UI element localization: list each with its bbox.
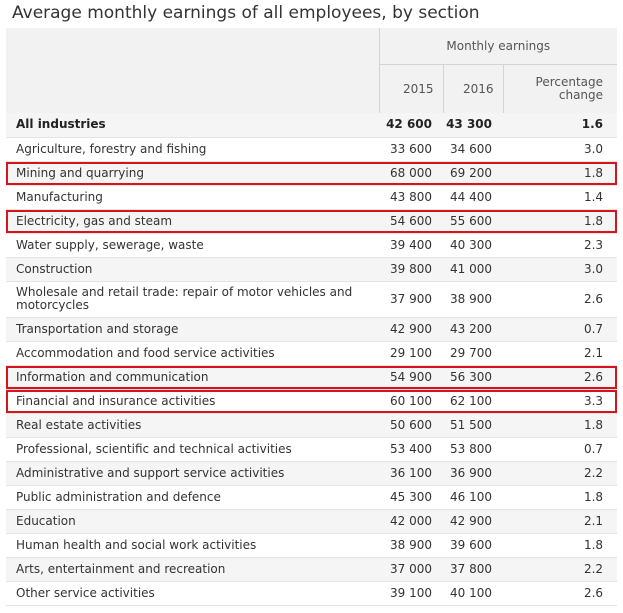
table-row	[6, 533, 617, 557]
earnings-2016-cell: 43 200	[443, 317, 503, 341]
earnings-2015-cell: 38 900	[379, 533, 443, 557]
percentage-change-cell: 0.7	[503, 317, 617, 341]
percentage-change-cell: 3.3	[503, 389, 617, 413]
earnings-2016-cell: 29 700	[443, 341, 503, 365]
earnings-2016-cell: 41 000	[443, 257, 503, 281]
table-row	[6, 113, 617, 137]
earnings-2015-cell: 43 800	[379, 185, 443, 209]
table-row	[6, 281, 617, 317]
earnings-2016-cell: 37 800	[443, 557, 503, 581]
earnings-2016-cell: 42 900	[443, 509, 503, 533]
percentage-change-cell: 1.8	[503, 161, 617, 185]
header-percentage-change: Percentage change	[503, 65, 617, 114]
section-name-cell: Construction	[6, 257, 379, 281]
section-name-cell: Other service activities	[6, 581, 379, 605]
section-name-cell: Mining and quarrying	[6, 161, 379, 185]
table-row	[6, 581, 617, 605]
section-name-cell: Manufacturing	[6, 185, 379, 209]
earnings-2015-cell: 54 900	[379, 365, 443, 389]
earnings-2016-cell: 46 100	[443, 485, 503, 509]
earnings-2016-cell: 55 600	[443, 209, 503, 233]
earnings-2015-cell: 60 100	[379, 389, 443, 413]
table-row	[6, 413, 617, 437]
earnings-2016-cell: 62 100	[443, 389, 503, 413]
earnings-2016-cell: 69 200	[443, 161, 503, 185]
earnings-2015-cell: 42 600	[379, 113, 443, 137]
earnings-2015-cell: 37 000	[379, 557, 443, 581]
earnings-2016-cell: 36 900	[443, 461, 503, 485]
percentage-change-cell: 2.1	[503, 341, 617, 365]
percentage-change-cell: 0.7	[503, 437, 617, 461]
percentage-change-cell: 1.8	[503, 533, 617, 557]
earnings-2015-cell: 54 600	[379, 209, 443, 233]
table-row	[6, 233, 617, 257]
table-row	[6, 161, 617, 185]
earnings-2015-cell: 68 000	[379, 161, 443, 185]
page-title: Average monthly earnings of all employees, by section	[12, 3, 480, 23]
table-row	[6, 437, 617, 461]
table-row	[6, 485, 617, 509]
earnings-2016-cell: 38 900	[443, 281, 503, 317]
earnings-table	[6, 28, 617, 606]
percentage-change-cell: 3.0	[503, 257, 617, 281]
section-name-cell: Agriculture, forestry and fishing	[6, 137, 379, 161]
header-2015: 2015	[379, 65, 443, 114]
section-name-cell: Education	[6, 509, 379, 533]
earnings-2015-cell: 39 800	[379, 257, 443, 281]
earnings-2016-cell: 53 800	[443, 437, 503, 461]
earnings-2015-cell: 42 900	[379, 317, 443, 341]
table-body	[6, 113, 617, 605]
section-name-cell: Public administration and defence	[6, 485, 379, 509]
percentage-change-cell: 1.8	[503, 413, 617, 437]
header-monthly-earnings: Monthly earnings	[379, 28, 617, 65]
table-row	[6, 257, 617, 281]
earnings-2016-cell: 43 300	[443, 113, 503, 137]
table-row	[6, 209, 617, 233]
table-row	[6, 461, 617, 485]
percentage-change-cell: 2.6	[503, 281, 617, 317]
section-name-cell: Real estate activities	[6, 413, 379, 437]
section-name-cell: Wholesale and retail trade: repair of motor vehicles and motorcycles	[6, 281, 379, 317]
table-row	[6, 185, 617, 209]
table-header-row	[6, 28, 617, 65]
section-name-cell: Human health and social work activities	[6, 533, 379, 557]
percentage-change-cell: 2.3	[503, 233, 617, 257]
table-row	[6, 365, 617, 389]
earnings-2016-cell: 40 300	[443, 233, 503, 257]
table-row	[6, 389, 617, 413]
table-row	[6, 509, 617, 533]
section-name-cell: Accommodation and food service activities	[6, 341, 379, 365]
percentage-change-cell: 3.0	[503, 137, 617, 161]
section-name-cell: Transportation and storage	[6, 317, 379, 341]
header-blank-cell	[6, 28, 379, 113]
header-2016: 2016	[443, 65, 503, 114]
earnings-2015-cell: 39 100	[379, 581, 443, 605]
earnings-2015-cell: 29 100	[379, 341, 443, 365]
section-name-cell: Water supply, sewerage, waste	[6, 233, 379, 257]
section-name-cell: Administrative and support service activities	[6, 461, 379, 485]
section-name-cell: Financial and insurance activities	[6, 389, 379, 413]
earnings-2016-cell: 56 300	[443, 365, 503, 389]
percentage-change-cell: 2.2	[503, 461, 617, 485]
earnings-2015-cell: 45 300	[379, 485, 443, 509]
table-row	[6, 317, 617, 341]
section-name-cell: All industries	[6, 113, 379, 137]
earnings-2016-cell: 39 600	[443, 533, 503, 557]
table-row	[6, 341, 617, 365]
percentage-change-cell: 1.4	[503, 185, 617, 209]
earnings-2015-cell: 33 600	[379, 137, 443, 161]
percentage-change-cell: 2.1	[503, 509, 617, 533]
section-name-cell: Arts, entertainment and recreation	[6, 557, 379, 581]
section-name-cell: Electricity, gas and steam	[6, 209, 379, 233]
percentage-change-cell: 1.8	[503, 485, 617, 509]
earnings-2015-cell: 53 400	[379, 437, 443, 461]
earnings-2016-cell: 51 500	[443, 413, 503, 437]
percentage-change-cell: 1.6	[503, 113, 617, 137]
earnings-2015-cell: 42 000	[379, 509, 443, 533]
earnings-2016-cell: 40 100	[443, 581, 503, 605]
table-row	[6, 137, 617, 161]
percentage-change-cell: 2.6	[503, 365, 617, 389]
percentage-change-cell: 2.6	[503, 581, 617, 605]
table-row	[6, 557, 617, 581]
earnings-2015-cell: 39 400	[379, 233, 443, 257]
earnings-2016-cell: 44 400	[443, 185, 503, 209]
section-name-cell: Information and communication	[6, 365, 379, 389]
earnings-2016-cell: 34 600	[443, 137, 503, 161]
percentage-change-cell: 1.8	[503, 209, 617, 233]
earnings-2015-cell: 37 900	[379, 281, 443, 317]
earnings-2015-cell: 50 600	[379, 413, 443, 437]
earnings-2015-cell: 36 100	[379, 461, 443, 485]
percentage-change-cell: 2.2	[503, 557, 617, 581]
section-name-cell: Professional, scientific and technical activities	[6, 437, 379, 461]
